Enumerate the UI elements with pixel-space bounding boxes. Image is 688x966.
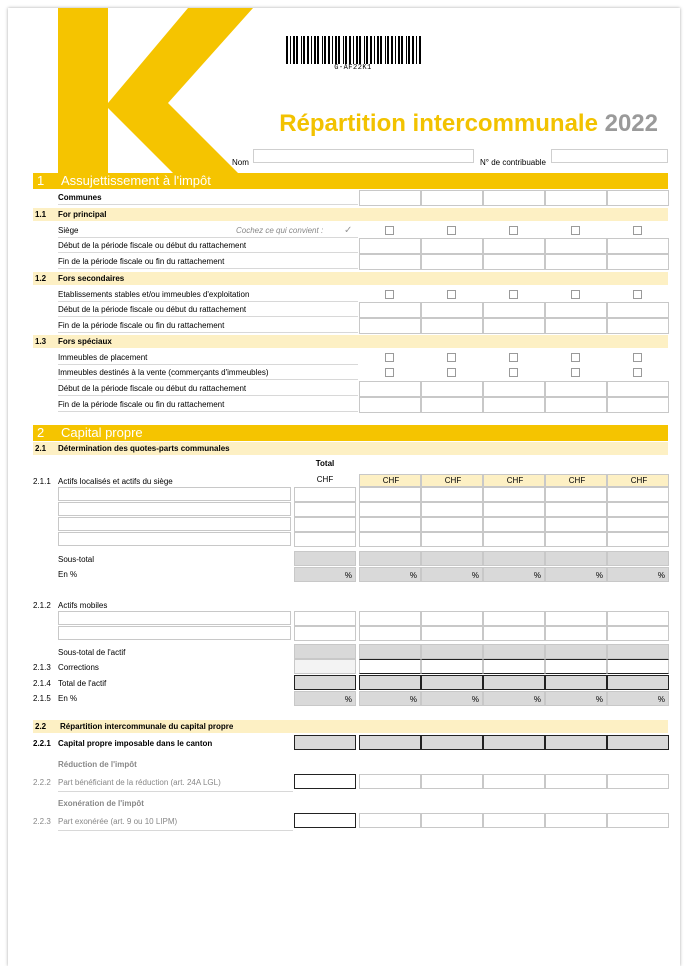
- percent-sign: %: [344, 695, 352, 704]
- siege-checkbox-1[interactable]: [447, 226, 456, 235]
- percent-sign: %: [533, 571, 541, 580]
- actif-desc-field[interactable]: [58, 517, 291, 531]
- pct-cell: [545, 567, 607, 582]
- siege-row: [58, 223, 358, 238]
- en-pct-2-label: En %: [58, 694, 78, 703]
- reduction-cell[interactable]: [483, 774, 545, 789]
- chf-label: CHF: [630, 476, 648, 485]
- num-2-1-4: 2.1.4: [33, 679, 51, 688]
- placement-checkbox-1[interactable]: [447, 353, 456, 362]
- sous-total-actif-cell: [359, 644, 421, 659]
- commune-field-1[interactable]: [421, 190, 483, 206]
- contribuable-field[interactable]: [551, 149, 668, 163]
- capital-cell: [483, 735, 545, 750]
- debut-row-2: [58, 302, 358, 317]
- capital-cell: [607, 735, 669, 750]
- amount-cell[interactable]: [483, 626, 545, 641]
- fin-3-field-4[interactable]: [607, 397, 669, 413]
- fin-1-field-0[interactable]: [359, 254, 421, 270]
- sub-2-1-title: Détermination des quotes-parts communales: [58, 444, 230, 453]
- placement-checkbox-4[interactable]: [633, 353, 642, 362]
- debut-1-field-3[interactable]: [545, 238, 607, 254]
- sous-total-actif-cell: [545, 644, 607, 659]
- exoneration-cell[interactable]: [483, 813, 545, 828]
- amount-cell[interactable]: [483, 487, 545, 502]
- capital-imposable-label: Capital propre imposable dans le canton: [58, 739, 213, 748]
- sub-1-1-header: [33, 208, 668, 221]
- etablissements-checkbox-0[interactable]: [385, 290, 394, 299]
- percent-sign: %: [344, 571, 352, 580]
- vente-label: Immeubles destinés à la vente (commerçants d'immeubles): [58, 368, 269, 377]
- placement-checkbox-2[interactable]: [509, 353, 518, 362]
- sous-total-total: [294, 551, 356, 566]
- debut-1-field-1[interactable]: [421, 238, 483, 254]
- fin-row-3: [58, 397, 358, 412]
- etablissements-checkbox-2[interactable]: [509, 290, 518, 299]
- fin-label-2: Fin de la période fiscale ou fin du rattachement: [58, 321, 225, 330]
- total-header: Total: [315, 459, 335, 468]
- reduction-label: Part bénéficiant de la réduction (art. 24A LGL): [58, 778, 221, 787]
- fin-2-field-1[interactable]: [421, 318, 483, 334]
- reduction-cell[interactable]: [359, 774, 421, 789]
- sub-1-3-title: Fors spéciaux: [58, 337, 112, 346]
- pct-cell: [607, 567, 669, 582]
- siege-checkbox-0[interactable]: [385, 226, 394, 235]
- commune-field-0[interactable]: [359, 190, 421, 206]
- debut-label-3: Début de la période fiscale ou début du rattachement: [58, 384, 247, 393]
- sub-2-1-header: [33, 442, 668, 455]
- sub-2-2-number: 2.2: [35, 722, 47, 731]
- num-2-1-5: 2.1.5: [33, 694, 51, 703]
- capital-cell: [359, 735, 421, 750]
- sous-total-actif-cell: [421, 644, 483, 659]
- nom-field[interactable]: [253, 149, 474, 163]
- chf-header-0: [359, 474, 421, 487]
- amount-cell[interactable]: [421, 502, 483, 517]
- num-2-1-1: 2.1.1: [33, 477, 51, 486]
- mobile-desc-field[interactable]: [58, 611, 291, 625]
- vente-checkbox-2[interactable]: [509, 368, 518, 377]
- amount-cell[interactable]: [421, 532, 483, 547]
- chf-header-2: [483, 474, 545, 487]
- pct-cell-2: [607, 691, 669, 706]
- sub-1-3-number: 1.3: [35, 337, 47, 346]
- amount-cell[interactable]: [607, 502, 669, 517]
- fin-3-field-2[interactable]: [483, 397, 545, 413]
- total-actif-cell: [545, 675, 607, 690]
- amount-cell[interactable]: [359, 502, 421, 517]
- exoneration-cell[interactable]: [545, 813, 607, 828]
- debut-row-1: [58, 238, 358, 253]
- communes-label: Communes: [58, 193, 102, 202]
- vente-checkbox-1[interactable]: [447, 368, 456, 377]
- debut-1-field-0[interactable]: [359, 238, 421, 254]
- en-pct-label: En %: [58, 570, 78, 579]
- fin-3-field-0[interactable]: [359, 397, 421, 413]
- mobile-desc-field[interactable]: [58, 626, 291, 640]
- amount-cell[interactable]: [359, 487, 421, 502]
- sub-2-1-number: 2.1: [35, 444, 47, 453]
- sous-total-actif-total: [294, 644, 356, 659]
- amount-cell[interactable]: [483, 517, 545, 532]
- debut-row-3: [58, 381, 358, 396]
- section-1-title: Assujettissement à l'impôt: [61, 173, 211, 188]
- vente-checkbox-3[interactable]: [571, 368, 580, 377]
- num-2-1-3: 2.1.3: [33, 663, 51, 672]
- debut-2-field-3[interactable]: [545, 302, 607, 318]
- percent-sign: %: [595, 695, 603, 704]
- fin-2-field-4[interactable]: [607, 318, 669, 334]
- section-2-number: 2: [37, 425, 45, 440]
- pct-cell-2: [483, 691, 545, 706]
- total-chf-header: [294, 474, 356, 487]
- exoneration-cell[interactable]: [359, 813, 421, 828]
- fin-3-field-1[interactable]: [421, 397, 483, 413]
- debut-3-field-4[interactable]: [607, 381, 669, 397]
- debut-label-2: Début de la période fiscale ou début du rattachement: [58, 305, 247, 314]
- fin-2-field-0[interactable]: [359, 318, 421, 334]
- chf-label: CHF: [568, 476, 586, 485]
- total-actif-total: [294, 675, 356, 690]
- debut-1-field-4[interactable]: [607, 238, 669, 254]
- siege-checkbox-4[interactable]: [633, 226, 642, 235]
- fin-label-1: Fin de la période fiscale ou fin du rattachement: [58, 257, 225, 266]
- corrections-label: Corrections: [58, 663, 99, 672]
- pct-cell-2: [545, 691, 607, 706]
- debut-3-field-2[interactable]: [483, 381, 545, 397]
- amount-cell[interactable]: [483, 502, 545, 517]
- contribuable-label: N° de contribuable: [480, 158, 546, 167]
- fin-label-3: Fin de la période fiscale ou fin du rattachement: [58, 400, 225, 409]
- corrections-cell[interactable]: [359, 659, 421, 674]
- commune-field-3[interactable]: [545, 190, 607, 206]
- amount-cell[interactable]: [545, 517, 607, 532]
- debut-label-1: Début de la période fiscale ou début du rattachement: [58, 241, 247, 250]
- commune-field-2[interactable]: [483, 190, 545, 206]
- fin-row-2: [58, 318, 358, 333]
- communes-row: [58, 190, 358, 205]
- sous-total-cell: [545, 551, 607, 566]
- title-year: 2022: [604, 110, 658, 137]
- percent-sign: %: [595, 571, 603, 580]
- fin-1-field-1[interactable]: [421, 254, 483, 270]
- corrections-cell[interactable]: [545, 659, 607, 674]
- actifs-mobiles-label: Actifs mobiles: [58, 601, 108, 610]
- total-cell: [294, 611, 356, 626]
- debut-2-field-2[interactable]: [483, 302, 545, 318]
- placement-checkbox-3[interactable]: [571, 353, 580, 362]
- percent-sign: %: [657, 695, 665, 704]
- commune-field-4[interactable]: [607, 190, 669, 206]
- etablissements-checkbox-3[interactable]: [571, 290, 580, 299]
- fin-1-field-3[interactable]: [545, 254, 607, 270]
- amount-cell[interactable]: [483, 532, 545, 547]
- debut-2-field-4[interactable]: [607, 302, 669, 318]
- pct-cell: [359, 567, 421, 582]
- barcode: [286, 36, 422, 64]
- capital-cell: [421, 735, 483, 750]
- sub-1-2-title: Fors secondaires: [58, 274, 125, 283]
- chf-label: CHF: [506, 476, 524, 485]
- placement-row: [58, 350, 358, 365]
- sub-1-1-number: 1.1: [35, 210, 47, 219]
- total-cell: [294, 532, 356, 547]
- fin-3-field-3[interactable]: [545, 397, 607, 413]
- num-2-2-3: 2.2.3: [33, 817, 51, 826]
- fin-row-1: [58, 254, 358, 269]
- exoneration-cell[interactable]: [607, 813, 669, 828]
- sub-2-2-title: Répartition intercommunale du capital propre: [60, 722, 234, 731]
- etablissements-label: Etablissements stables et/ou immeubles d'exploitation: [58, 290, 250, 299]
- reduction-cell[interactable]: [421, 774, 483, 789]
- total-actif-cell: [607, 675, 669, 690]
- section-2-title: Capital propre: [61, 425, 143, 440]
- corrections-cell[interactable]: [483, 659, 545, 674]
- section-1-header: [33, 173, 668, 189]
- page-title: [279, 110, 658, 138]
- debut-3-field-3[interactable]: [545, 381, 607, 397]
- amount-cell[interactable]: [359, 532, 421, 547]
- amount-cell[interactable]: [607, 517, 669, 532]
- sub-1-2-number: 1.2: [35, 274, 47, 283]
- sous-total-actif-cell: [483, 644, 545, 659]
- amount-cell[interactable]: [545, 502, 607, 517]
- debut-3-field-0[interactable]: [359, 381, 421, 397]
- sub-1-3-header: [33, 335, 668, 348]
- debut-1-field-2[interactable]: [483, 238, 545, 254]
- chf-header-3: [545, 474, 607, 487]
- amount-cell[interactable]: [607, 626, 669, 641]
- fin-2-field-2[interactable]: [483, 318, 545, 334]
- amount-cell[interactable]: [545, 532, 607, 547]
- pct-cell: [421, 567, 483, 582]
- total-cell: [294, 626, 356, 641]
- total-actif-label: Total de l'actif: [58, 679, 107, 688]
- chf-label: CHF: [382, 476, 400, 485]
- chf-label: CHF: [316, 475, 334, 484]
- amount-cell[interactable]: [545, 611, 607, 626]
- sous-total-actif-label: Sous-total de l'actif: [58, 648, 126, 657]
- total-actif-cell: [421, 675, 483, 690]
- siege-checkbox-3[interactable]: [571, 226, 580, 235]
- form-page: [8, 8, 680, 966]
- section-2-header: [33, 425, 668, 441]
- pct-cell: [483, 567, 545, 582]
- num-2-2-1: 2.2.1: [33, 739, 51, 748]
- k-letter-logo: [8, 8, 258, 188]
- sub-2-2-header: [33, 720, 668, 733]
- reduction-cell[interactable]: [607, 774, 669, 789]
- hint-text: Cochez ce qui convient :: [236, 226, 324, 235]
- percent-sign: %: [409, 571, 417, 580]
- fin-1-field-4[interactable]: [607, 254, 669, 270]
- section-1-number: 1: [37, 173, 45, 188]
- vente-checkbox-0[interactable]: [385, 368, 394, 377]
- corrections-total: [294, 659, 356, 674]
- amount-cell[interactable]: [421, 487, 483, 502]
- reduction-cell[interactable]: [545, 774, 607, 789]
- actif-desc-field[interactable]: [58, 532, 291, 546]
- sub-1-2-header: [33, 272, 668, 285]
- placement-label: Immeubles de placement: [58, 353, 148, 362]
- exoneration-total[interactable]: [294, 813, 356, 828]
- corrections-cell[interactable]: [421, 659, 483, 674]
- reduction-title: Réduction de l'impôt: [58, 760, 137, 769]
- amount-cell[interactable]: [421, 626, 483, 641]
- total-actif-cell: [359, 675, 421, 690]
- amount-cell[interactable]: [421, 517, 483, 532]
- barcode-text: G-AF22K1: [334, 64, 372, 72]
- exoneration-cell[interactable]: [421, 813, 483, 828]
- sous-total-cell: [483, 551, 545, 566]
- sous-total-cell: [421, 551, 483, 566]
- chf-label: CHF: [444, 476, 462, 485]
- title-text: Répartition intercommunale: [279, 110, 598, 137]
- amount-cell[interactable]: [359, 626, 421, 641]
- etablissements-row: [58, 287, 358, 302]
- reduction-total[interactable]: [294, 774, 356, 789]
- percent-sign: %: [657, 571, 665, 580]
- amount-cell[interactable]: [545, 487, 607, 502]
- sous-total-actif-cell: [607, 644, 669, 659]
- percent-sign: %: [471, 695, 479, 704]
- amount-cell[interactable]: [607, 611, 669, 626]
- num-2-1-2: 2.1.2: [33, 601, 51, 610]
- capital-total: [294, 735, 356, 750]
- pct-total: [294, 567, 356, 582]
- chf-header-4: [607, 474, 669, 487]
- sub-1-1-title: For principal: [58, 210, 107, 219]
- amount-cell[interactable]: [607, 532, 669, 547]
- actifs-localises-label: Actifs localisés et actifs du siège: [58, 477, 173, 486]
- siege-checkbox-2[interactable]: [509, 226, 518, 235]
- amount-cell[interactable]: [359, 517, 421, 532]
- total-cell: [294, 517, 356, 532]
- pct-cell-2: [359, 691, 421, 706]
- vente-checkbox-4[interactable]: [633, 368, 642, 377]
- debut-2-field-1[interactable]: [421, 302, 483, 318]
- sous-total-cell: [607, 551, 669, 566]
- exoneration-label: Part exonérée (art. 9 ou 10 LIPM): [58, 817, 178, 826]
- siege-label: Siège: [58, 226, 79, 235]
- amount-cell[interactable]: [607, 487, 669, 502]
- fin-1-field-2[interactable]: [483, 254, 545, 270]
- actif-desc-field[interactable]: [58, 487, 291, 501]
- actif-desc-field[interactable]: [58, 502, 291, 516]
- fin-2-field-3[interactable]: [545, 318, 607, 334]
- sous-total-label: Sous-total: [58, 555, 95, 564]
- sous-total-cell: [359, 551, 421, 566]
- placement-checkbox-0[interactable]: [385, 353, 394, 362]
- pct-cell-2: [421, 691, 483, 706]
- percent-sign: %: [533, 695, 541, 704]
- pct-total-2: [294, 691, 356, 706]
- capital-cell: [545, 735, 607, 750]
- amount-cell[interactable]: [483, 611, 545, 626]
- vente-row: [58, 365, 358, 380]
- total-cell: [294, 502, 356, 517]
- etablissements-checkbox-4[interactable]: [633, 290, 642, 299]
- amount-cell[interactable]: [359, 611, 421, 626]
- percent-sign: %: [409, 695, 417, 704]
- chf-header-1: [421, 474, 483, 487]
- debut-3-field-1[interactable]: [421, 381, 483, 397]
- total-actif-cell: [483, 675, 545, 690]
- debut-2-field-0[interactable]: [359, 302, 421, 318]
- corrections-cell[interactable]: [607, 659, 669, 674]
- exoneration-title: Exonération de l'impôt: [58, 799, 144, 808]
- etablissements-checkbox-1[interactable]: [447, 290, 456, 299]
- total-cell: [294, 487, 356, 502]
- percent-sign: %: [471, 571, 479, 580]
- check-icon: ✓: [344, 225, 353, 236]
- nom-label: Nom: [232, 158, 249, 167]
- num-2-2-2: 2.2.2: [33, 778, 51, 787]
- amount-cell[interactable]: [545, 626, 607, 641]
- amount-cell[interactable]: [421, 611, 483, 626]
